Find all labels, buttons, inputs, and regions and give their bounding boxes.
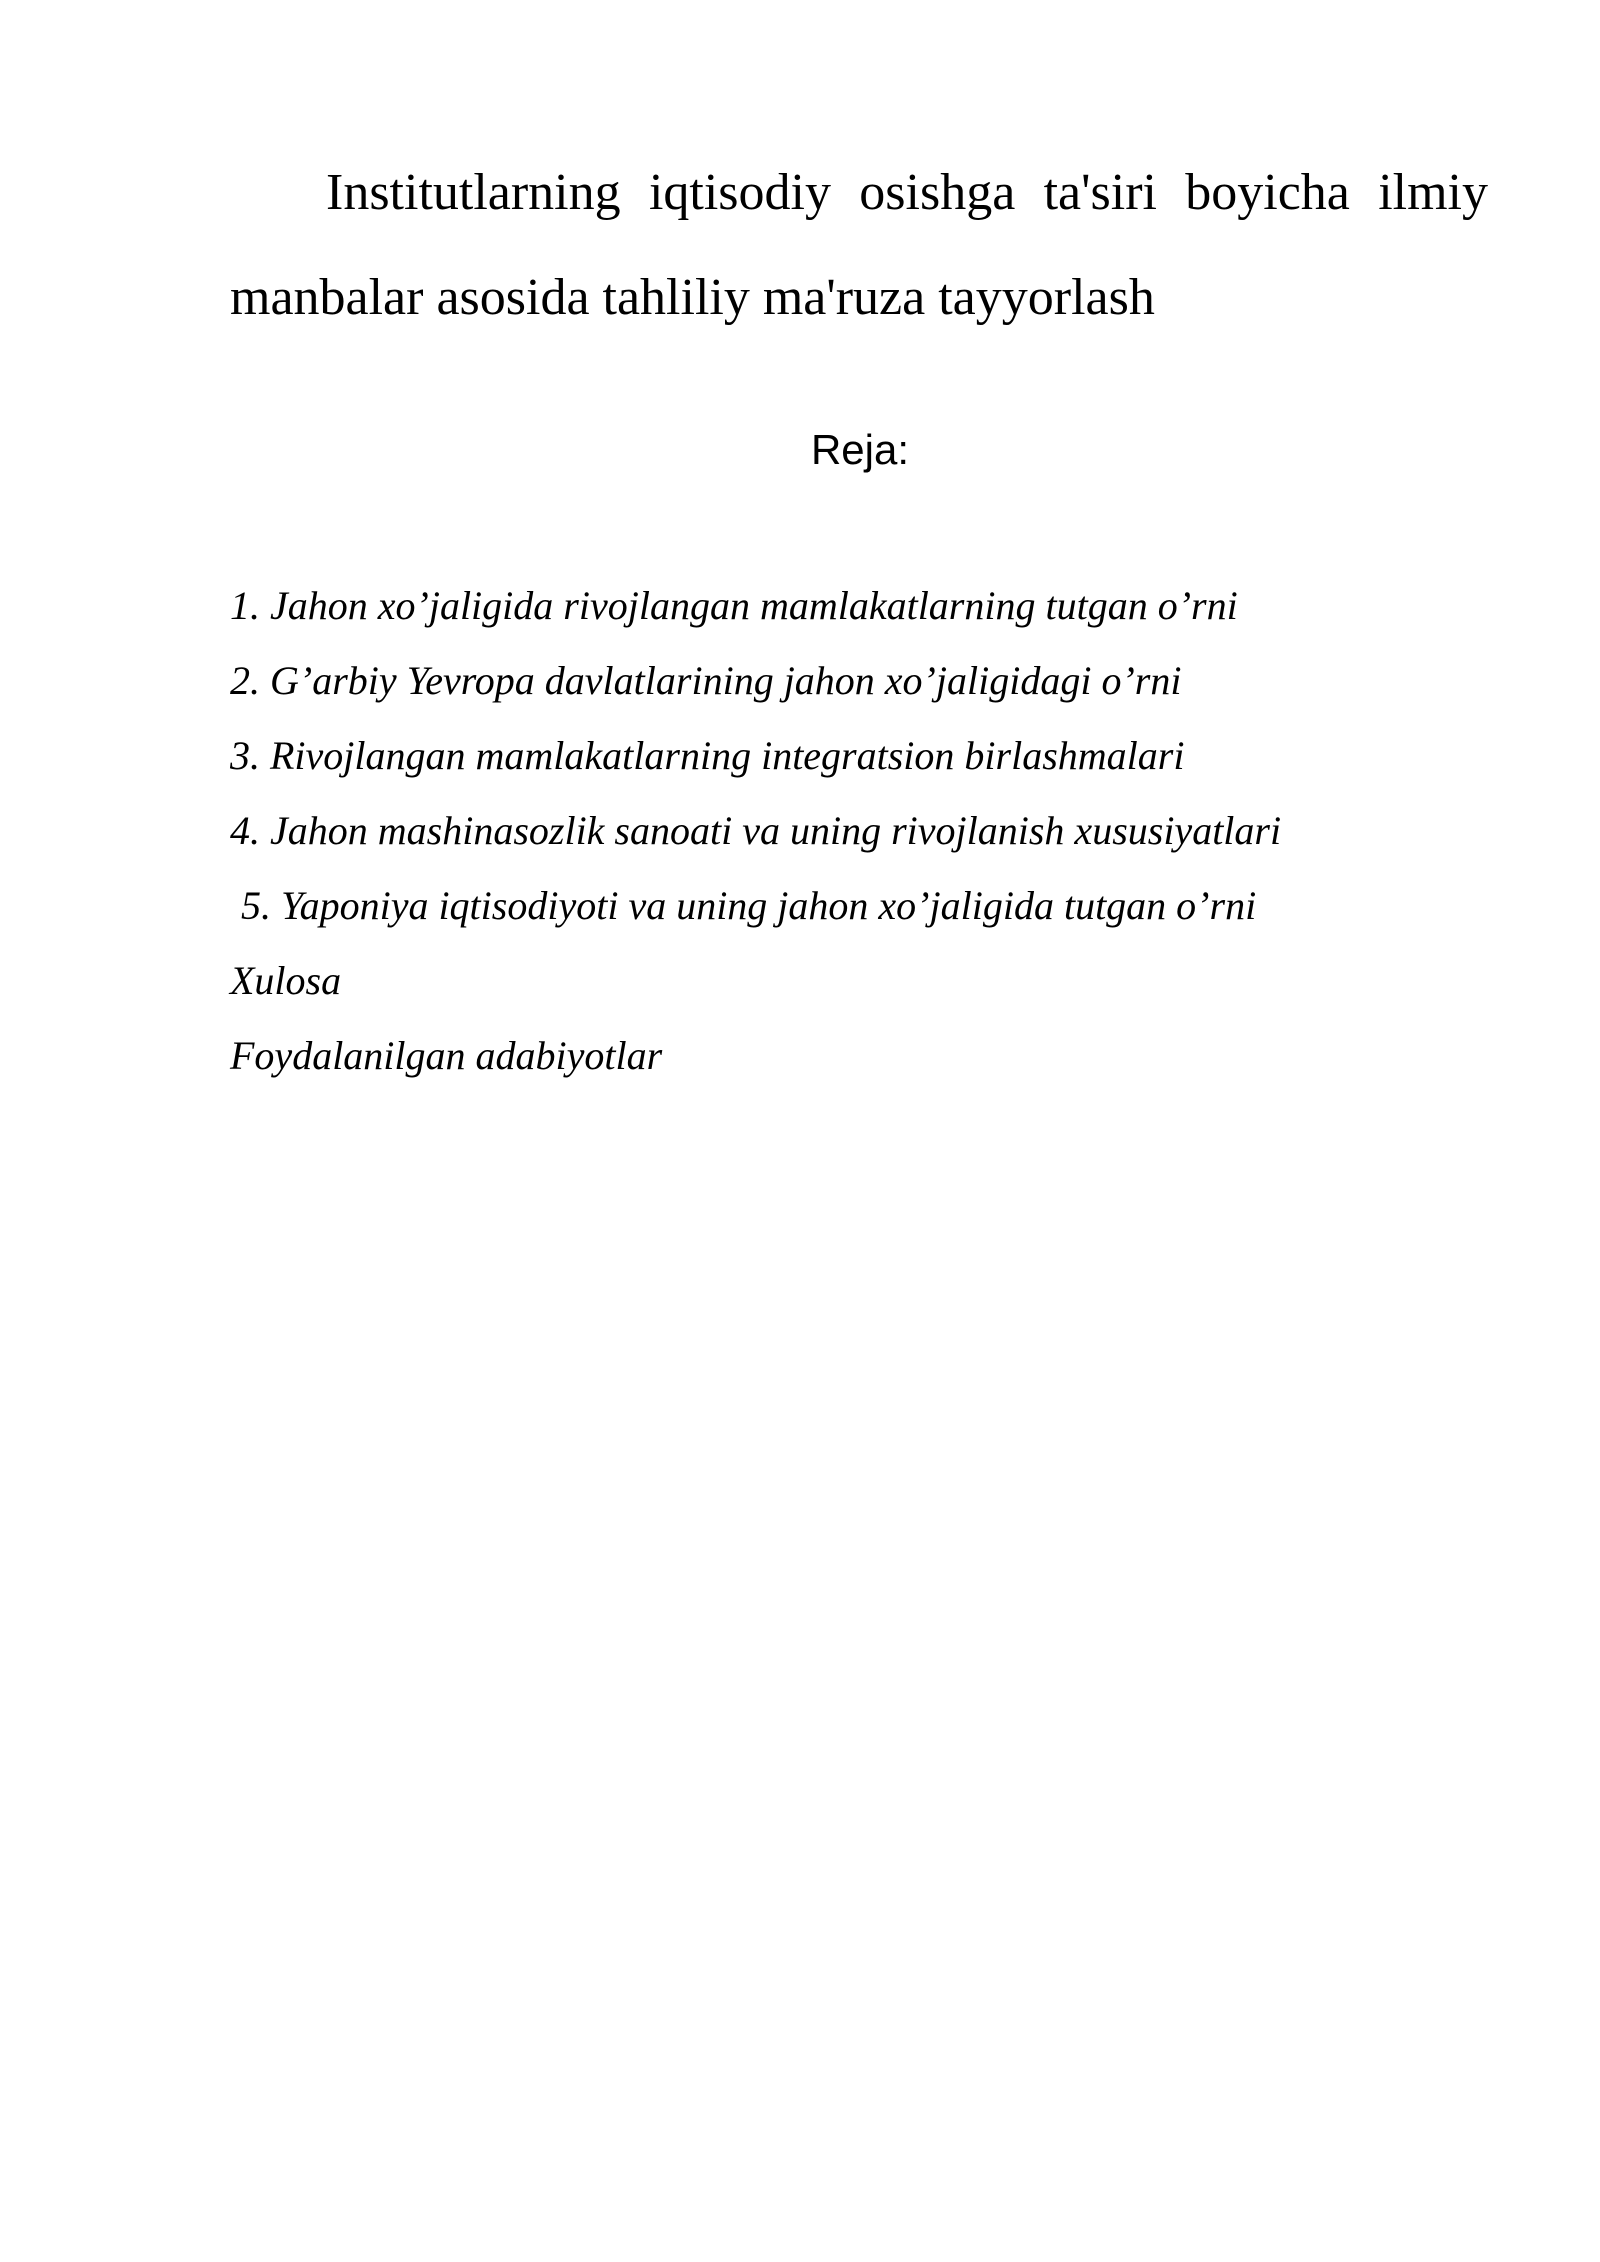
document-title: Institutlarning iqtisodiy osishga ta'siri boyicha ilmiy manbalar asosida tahliliy ma'ruza tayyorlash: [230, 164, 1488, 326]
plan-item-conclusion: Xulosa: [230, 958, 342, 1003]
plan-item-references: Foydalanilgan adabiyotlar: [230, 1033, 663, 1078]
plan-list: [230, 568, 1281, 1093]
plan-heading: Reja:: [810, 426, 910, 473]
plan-item: 4. Jahon mashinasozlik sanoati va uning rivojlanish xususiyatlari: [230, 808, 1282, 853]
plan-item: 5. Yaponiya iqtisodiyoti va uning jahon xo’jaligida tutgan o’rni: [241, 883, 1257, 928]
plan-item: 1. Jahon xo’jaligida rivojlangan mamlakatlarning tutgan o’rni: [230, 583, 1238, 628]
plan-item: 3. Rivojlangan mamlakatlarning integratsion birlashmalari: [230, 733, 1185, 778]
plan-item: 2. G’arbiy Yevropa davlatlarining jahon xo’jaligidagi o’rni: [230, 658, 1182, 703]
